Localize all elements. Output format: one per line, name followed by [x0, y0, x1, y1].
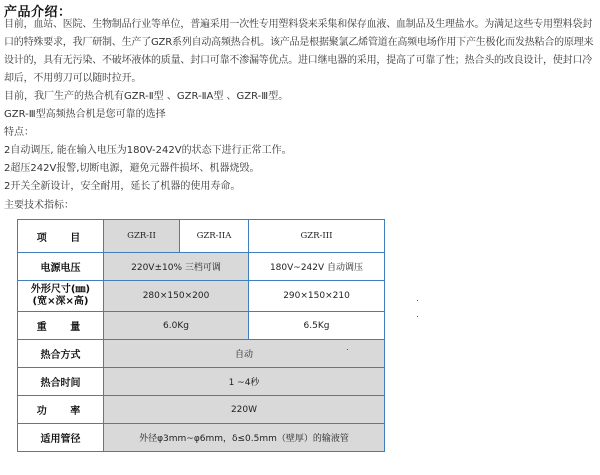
voltage-label: 电源电压: [18, 253, 104, 281]
table-row: [18, 368, 385, 396]
power-label: 功 率: [18, 396, 104, 424]
spec-table: [17, 219, 385, 452]
size-label-line2: (宽×深×高): [32, 296, 89, 307]
models-line: 目前，我厂生产的热合机有GZR-Ⅱ型 、GZR-ⅡA型 、GZR-Ⅲ型。: [4, 91, 289, 102]
power-value: 220W: [104, 396, 385, 424]
table-row: [18, 220, 385, 253]
method-label: 热合方式: [18, 340, 104, 368]
header-gzr2: GZR-II: [104, 220, 180, 253]
size-gzr2: 280×150×200: [104, 281, 249, 312]
features-title: 特点：: [4, 127, 34, 138]
table-row: [18, 281, 385, 312]
intro-paragraph: 目前，血站、医院、生物制品行业等单位，普遍采用一次性专用塑料袋来采集和保存血液、血制品及生理盐水。为满足这些专用塑料袋封口的特殊要求，我厂研制、生产了GZR系列自动高频热合机。该产品是根据聚氯乙烯管道在高频电场作用下产生极化而发热粘合的原理来设计的，具有无污染、不破坏液体的质量、封口可靠不渗漏等优点。进口继电器的采用，提高了可靠了性；热合头的改良设计，使封口冷却后，不用剪刀可以随时拉开。: [4, 19, 594, 84]
table-row: [18, 424, 385, 452]
time-value: 1 ~4秒: [104, 368, 385, 396]
weight-gzr2: 6.0Kg: [104, 312, 249, 340]
size-label-line1: 外形尺寸(㎜): [30, 284, 91, 295]
voltage-gzr3: 180V~242V 自动调压: [249, 253, 385, 281]
header-item: 项 目: [18, 220, 104, 253]
specs-title: 主要技术指标：: [4, 200, 74, 211]
table-row: [18, 396, 385, 424]
feature-item-3: 2开关全新设计，安全耐用，延长了机器的使用寿命。: [4, 181, 241, 192]
page-title: 产品介绍：: [4, 5, 72, 20]
method-value: 自动: [104, 340, 385, 368]
stray-dot: [417, 300, 418, 301]
weight-gzr3: 6.5Kg: [249, 312, 385, 340]
header-gzr3: GZR-III: [249, 220, 385, 253]
table-row: [18, 253, 385, 281]
stray-dot: [417, 316, 418, 317]
time-label: 热合时间: [18, 368, 104, 396]
table-row: [18, 312, 385, 340]
feature-item-1: 2自动调压, 能在输入电压为180V-242V的状态下进行正常工作。: [4, 145, 292, 156]
voltage-gzr2: 220V±10% 三档可调: [104, 253, 249, 281]
stray-dot: [347, 349, 348, 350]
feature-item-2: 2超压242V报警,切断电源，避免元器件损坏、机器烧毁。: [4, 163, 260, 174]
weight-label: 重 量: [18, 312, 104, 340]
size-label: [18, 281, 104, 312]
table-row: [18, 340, 385, 368]
header-gzr2a: GZR-IIA: [180, 220, 249, 253]
tube-value: 外径φ3mm~φ6mm，δ≤0.5mm（壁厚）的输液管: [104, 424, 385, 452]
tube-label: 适用管径: [18, 424, 104, 452]
recommendation-line: GZR-Ⅲ型高频热合机是您可靠的选择: [4, 109, 166, 120]
size-gzr3: 290×150×210: [249, 281, 385, 312]
